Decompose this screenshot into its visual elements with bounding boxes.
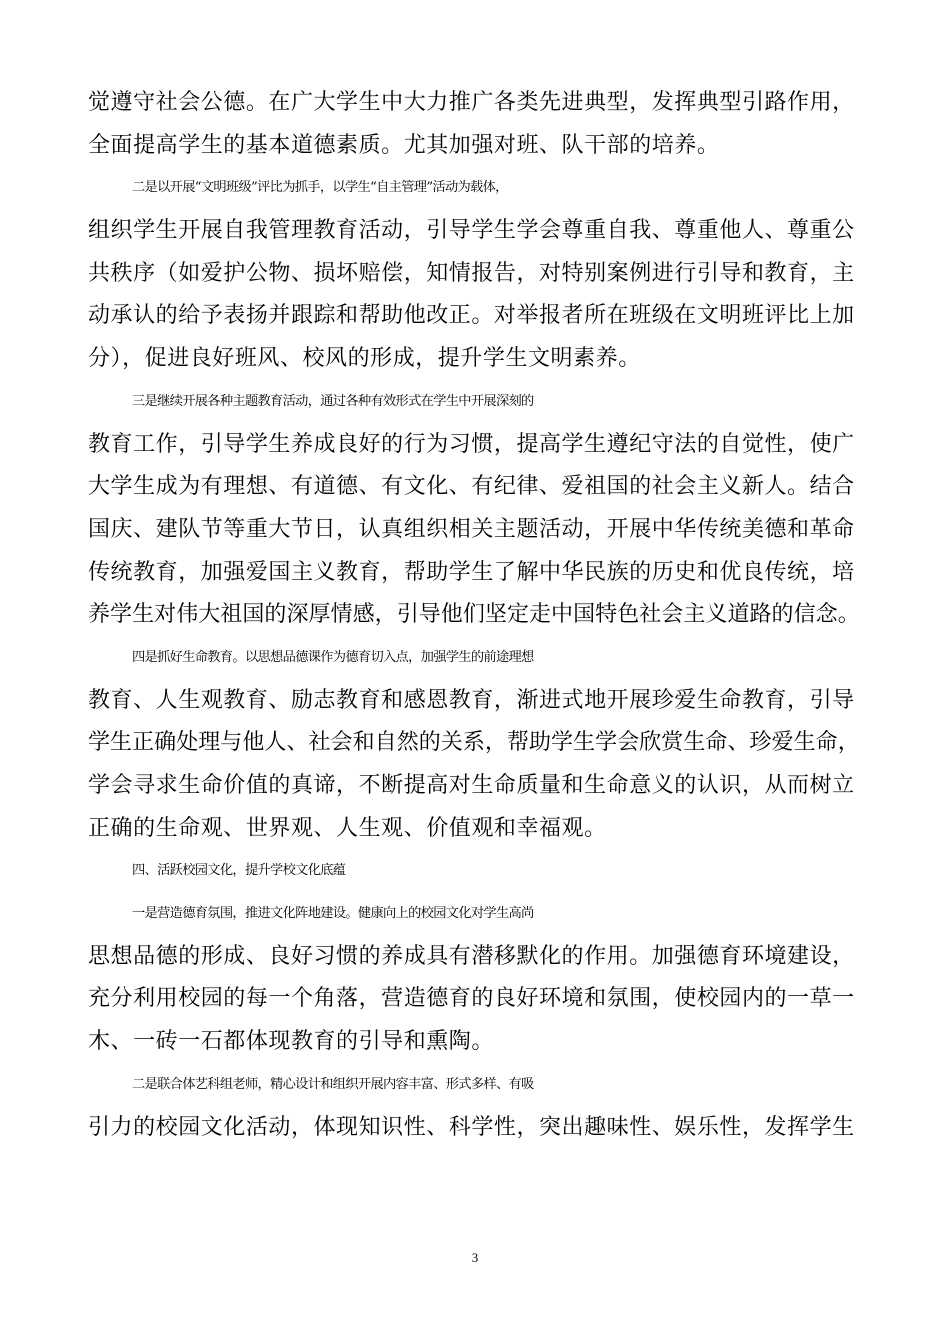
text-line: 学会寻求生命价值的真谛，不断提高对生命质量和生命意义的认识，从而树立	[88, 773, 855, 798]
text-line: 觉遵守社会公德。在广大学生中大力推广各类先进典型，发挥典型引路作用，	[88, 90, 855, 115]
text-line: 木、一砖一石都体现教育的引导和熏陶。	[88, 1029, 494, 1055]
text-line: 养学生对伟大祖国的深厚情感，引导他们坚定走中国特色社会主义道路的信念。	[88, 602, 860, 628]
text-line: 四、活跃校园文化，提升学校文化底蕴	[132, 863, 346, 879]
text-line: 组织学生开展自我管理教育活动，引导学生学会尊重自我、尊重他人、尊重公	[88, 218, 855, 244]
text-line: 一是营造德育氛围，推进文化阵地建设。健康向上的校园文化对学生高尚	[132, 906, 534, 922]
text-line: 四是抓好生命教育。以思想品德课作为德育切入点，加强学生的前途理想	[132, 649, 534, 665]
text-line: 传统教育，加强爱国主义教育，帮助学生了解中华民族的历史和优良传统，培	[88, 559, 855, 585]
text-line: 三是继续开展各种主题教育活动，通过各种有效形式在学生中开展深刻的	[132, 393, 534, 409]
text-line: 二是以开展“文明班级”评比为抓手，以学生“自主管理”活动为载体，	[132, 180, 508, 196]
text-line: 正确的生命观、世界观、人生观、价值观和幸福观。	[88, 815, 607, 841]
page-number: 3	[471, 1250, 479, 1265]
text-line: 教育工作，引导学生养成良好的行为习惯，提高学生遵纪守法的自觉性，使广	[88, 431, 855, 457]
body-text	[88, 82, 862, 1149]
text-line: 教育、人生观教育、励志教育和感恩教育，渐进式地开展珍爱生命教育，引导	[88, 687, 855, 713]
text-line: 分），促进良好班风、校风的形成，提升学生文明素养。	[88, 346, 641, 372]
text-line: 国庆、建队节等重大节日，认真组织相关主题活动，开展中华传统美德和革命	[88, 516, 855, 542]
text-line: 动承认的给予表扬并跟踪和帮助他改正。对举报者所在班级在文明班评比上加	[88, 303, 855, 329]
text-line: 二是联合体艺科组老师，精心设计和组织开展内容丰富、形式多样、有吸	[132, 1076, 534, 1092]
text-line: 引力的校园文化活动，体现知识性、科学性，突出趣味性、娱乐性，发挥学生	[88, 1114, 855, 1140]
text-line: 全面提高学生的基本道德素质。尤其加强对班、队干部的培养。	[88, 132, 720, 158]
text-line: 充分利用校园的每一个角落，营造德育的良好环境和氛围，使校园内的一草一	[88, 986, 855, 1012]
text-line: 学生正确处理与他人、社会和自然的关系，帮助学生学会欣赏生命、珍爱生命，	[88, 730, 860, 756]
text-line: 思想品德的形成、良好习惯的养成具有潜移默化的作用。加强德育环境建设，	[88, 943, 855, 969]
text-line: 共秩序（如爱护公物、损坏赔偿，知情报告，对特别案例进行引导和教育，主	[88, 260, 855, 286]
text-line: 大学生成为有理想、有道德、有文化、有纪律、爱祖国的社会主义新人。结合	[88, 474, 855, 500]
